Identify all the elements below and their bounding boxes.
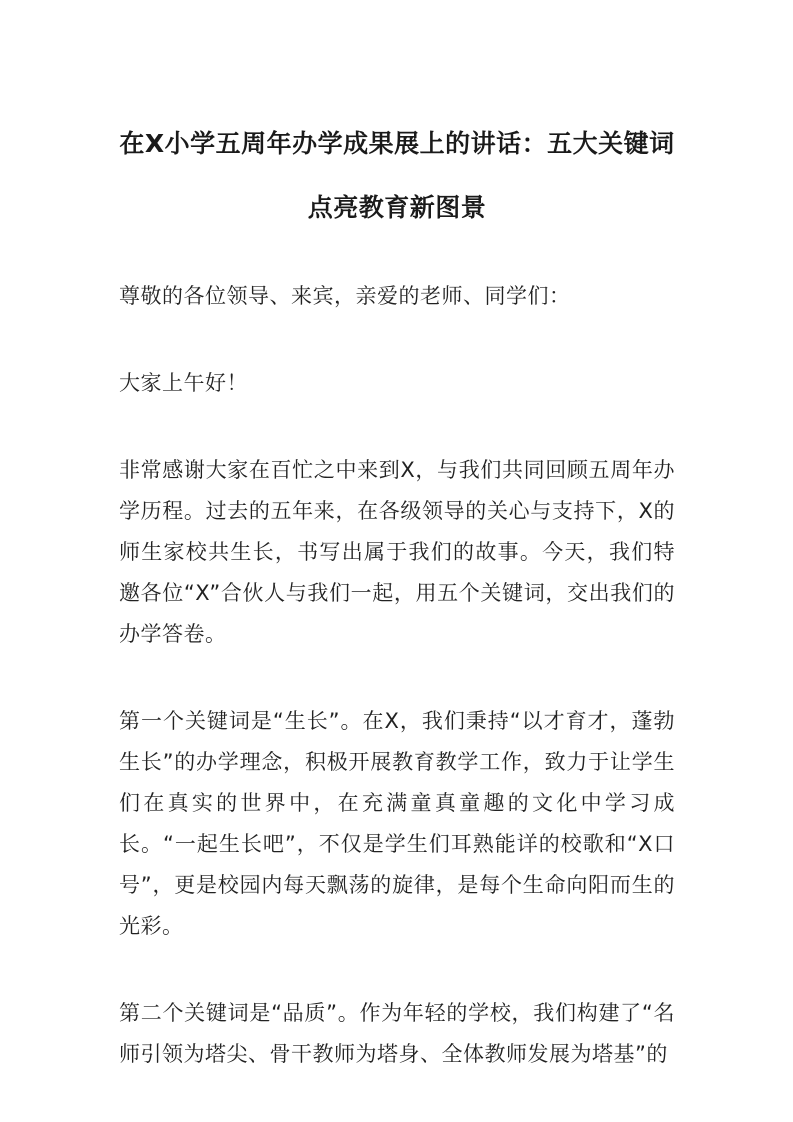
paragraph-keyword-1-growth: 第一个关键词是“生长”。在X，我们秉持“以才育才，蓬勃生长”的办学理念，积极开展教育教学工作，致力于让学生们在真实的世界中，在充满童真童趣的文化中学习成长。“一起生长吧”，不仅是学生们耳熟能详的校歌和“X口号”，更是校园内每天飘荡的旋律，是每个生命向阳而生的光彩。 — [119, 709, 675, 938]
paragraph-keyword-2-quality: 第二个关键词是“品质”。作为年轻的学校，我们构建了“名师引领为塔尖、骨干教师为塔身、全体教师发展为塔基”的 — [119, 1001, 675, 1066]
paragraph-salutation: 尊敬的各位领导、来宾，亲爱的老师、同学们： — [119, 284, 571, 308]
paragraph-intro: 非常感谢大家在百忙之中来到X，与我们共同回顾五周年办学历程。过去的五年来，在各级领导的关心与支持下，X的师生家校共生长，书写出属于我们的故事。今天，我们特邀各位“X”合伙人与我们一起，用五个关键词，交出我们的办学答卷。 — [119, 458, 675, 646]
paragraph-greeting: 大家上午好！ — [119, 371, 248, 395]
document-title: 在X小学五周年办学成果展上的讲话：五大关键词点亮教育新图景 — [119, 129, 675, 222]
